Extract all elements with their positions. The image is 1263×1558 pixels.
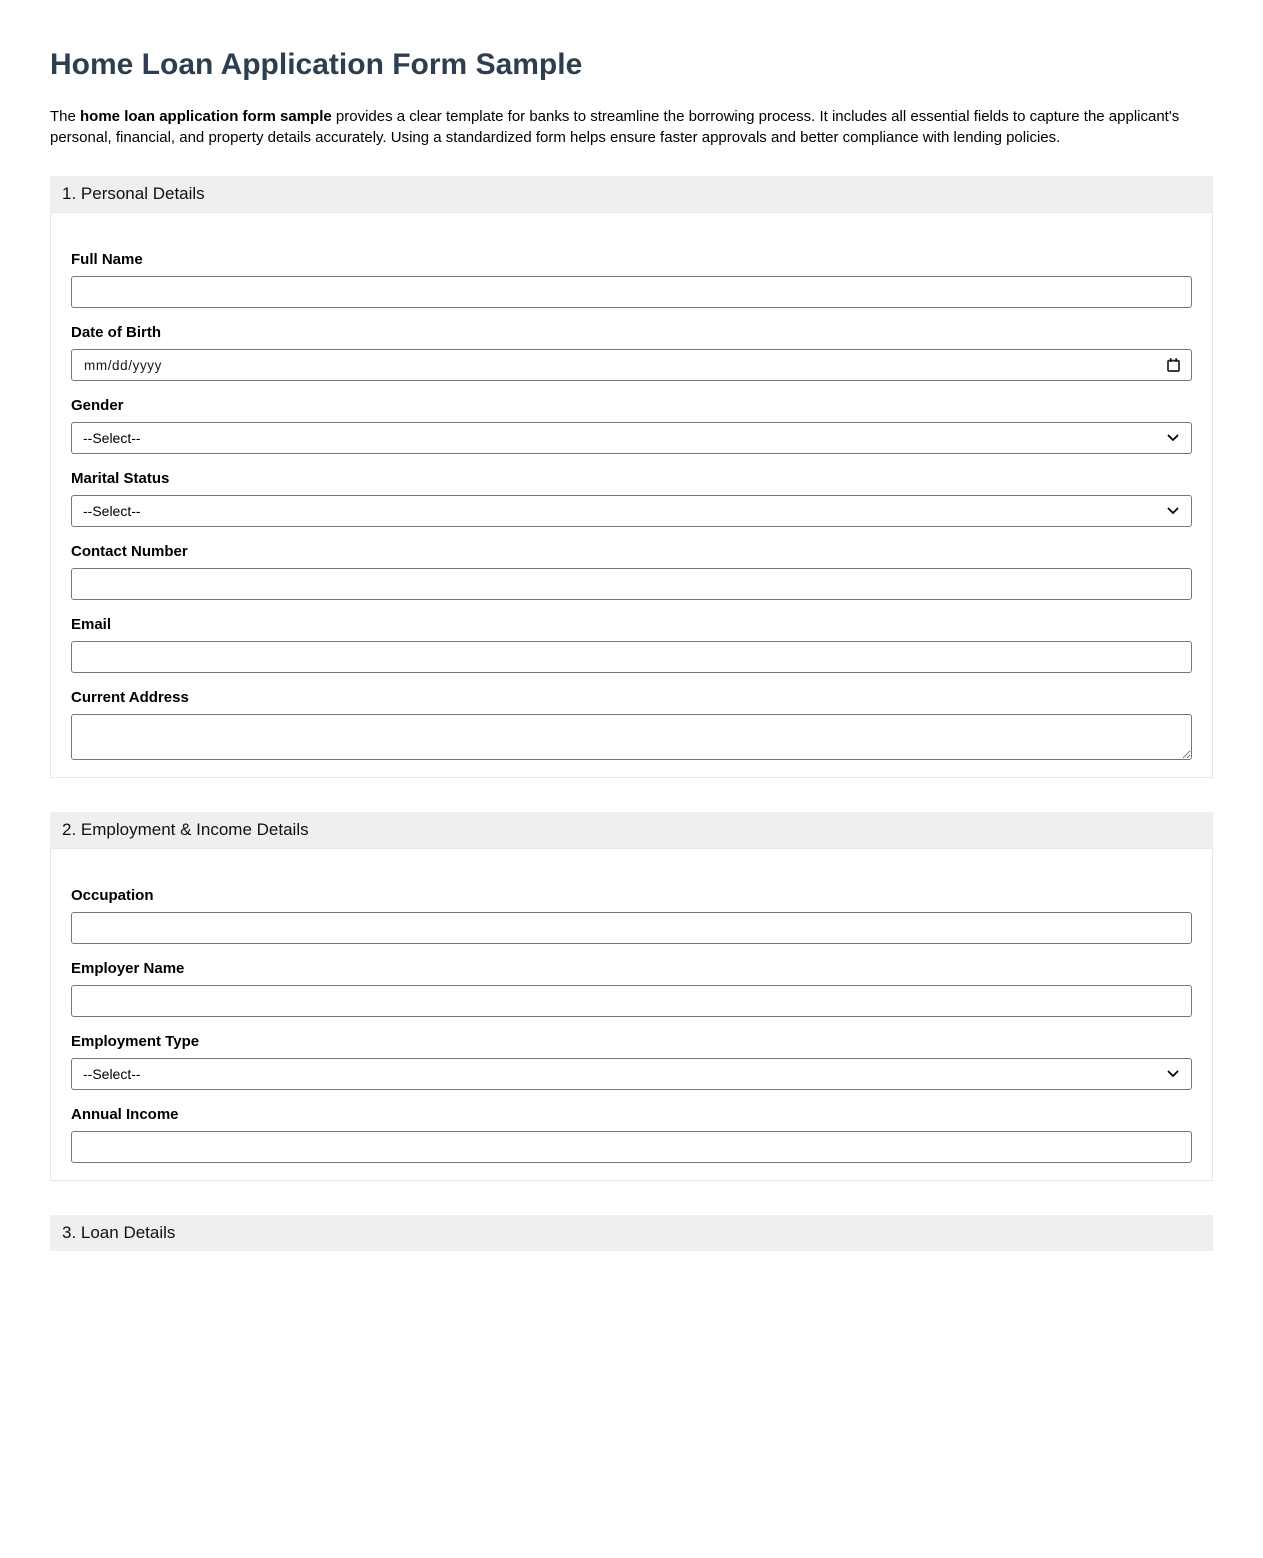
- field-date-of-birth: [71, 324, 1192, 381]
- email-label: Email: [71, 616, 112, 633]
- chevron-down-icon: [1167, 507, 1179, 515]
- page: [50, 0, 1213, 1251]
- employment-type-select[interactable]: [71, 1058, 1192, 1090]
- date-placeholder-text: mm/dd/yyyy: [84, 357, 163, 373]
- section-heading-text: 3. Loan Details: [62, 1223, 176, 1242]
- occupation-label: Occupation: [71, 887, 154, 904]
- annual-income-label: Annual Income: [71, 1106, 179, 1123]
- contact-number-label: Contact Number: [71, 543, 188, 560]
- section-body-personal-details: [50, 212, 1213, 778]
- employer-name-label: Employer Name: [71, 960, 185, 977]
- section-header-personal-details: [50, 176, 1213, 212]
- section-header-employment-income: [50, 812, 1213, 848]
- section-loan-details: [50, 1215, 1213, 1251]
- field-annual-income: [71, 1106, 1192, 1163]
- current-address-label: Current Address: [71, 689, 189, 706]
- section-header-loan-details: [50, 1215, 1213, 1251]
- marital-status-label: Marital Status: [71, 470, 170, 487]
- field-email: [71, 616, 1192, 673]
- date-of-birth-label: Date of Birth: [71, 324, 161, 341]
- employment-type-label: Employment Type: [71, 1033, 200, 1050]
- section-heading-text: 2. Employment & Income Details: [62, 820, 309, 839]
- full-name-label: Full Name: [71, 251, 143, 268]
- intro-text-prefix: The: [50, 108, 81, 125]
- section-body-employment-income: [50, 848, 1213, 1181]
- section-personal-details: [50, 176, 1213, 778]
- chevron-down-icon: [1167, 434, 1179, 442]
- gender-label: Gender: [71, 397, 124, 414]
- field-employer-name: [71, 960, 1192, 1017]
- field-marital-status: [71, 470, 1192, 527]
- current-address-textarea[interactable]: [71, 714, 1192, 760]
- email-input[interactable]: [71, 641, 1192, 673]
- section-employment-income: [50, 812, 1213, 1181]
- contact-number-input[interactable]: [71, 568, 1192, 600]
- gender-select[interactable]: [71, 422, 1192, 454]
- intro-bold-phrase: home loan application form sample: [80, 108, 332, 125]
- field-occupation: [71, 887, 1192, 944]
- marital-status-select[interactable]: [71, 495, 1192, 527]
- employer-name-input[interactable]: [71, 985, 1192, 1017]
- annual-income-input[interactable]: [71, 1131, 1192, 1163]
- occupation-input[interactable]: [71, 912, 1192, 944]
- field-gender: [71, 397, 1192, 454]
- date-of-birth-input[interactable]: [71, 349, 1192, 381]
- page-title: Home Loan Application Form Sample: [50, 48, 583, 81]
- marital-status-selected-value: --Select--: [83, 503, 141, 519]
- gender-selected-value: --Select--: [83, 430, 141, 446]
- field-full-name: [71, 251, 1192, 308]
- section-heading-text: 1. Personal Details: [62, 184, 205, 203]
- intro-text-suffix: provides a clear template for banks to streamline the borrowing process. It includes all essential fields to capture the applicant's personal, financial, and property details accurately. Using a standardized form helps ensure faster approvals and better compliance with lending policies.: [50, 108, 1180, 146]
- full-name-input[interactable]: [71, 276, 1192, 308]
- employment-type-selected-value: --Select--: [83, 1066, 141, 1082]
- field-contact-number: [71, 543, 1192, 600]
- intro-paragraph: [50, 106, 1213, 148]
- field-current-address: [71, 689, 1192, 760]
- chevron-down-icon: [1167, 1070, 1179, 1078]
- field-employment-type: [71, 1033, 1192, 1090]
- calendar-icon[interactable]: [1166, 357, 1181, 373]
